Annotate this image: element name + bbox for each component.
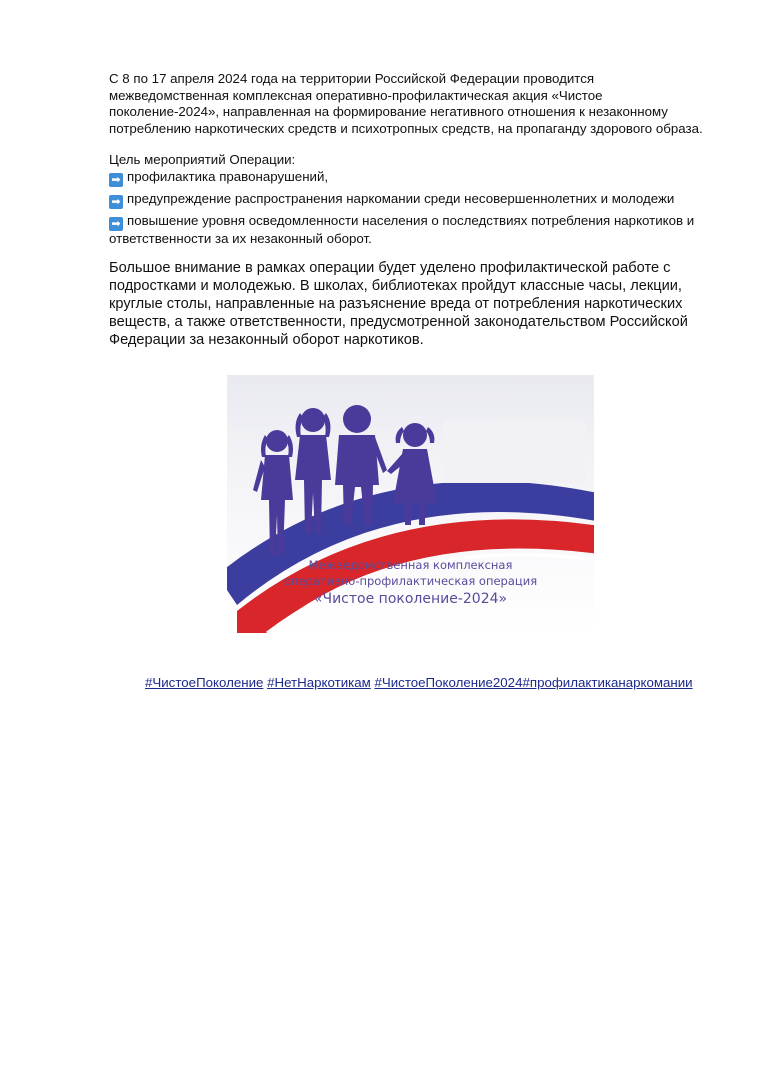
- hashtags: [145, 675, 705, 691]
- goal-item: [109, 191, 709, 209]
- hashtag-link[interactable]: #профилактиканаркомании: [522, 675, 693, 690]
- goals-title: Цель мероприятий Операции:: [109, 152, 296, 167]
- intro-paragraph: С 8 по 17 апреля 2024 года на территории Российской Федерации проводится межведомственная комплексная оперативно-профилактическая акция «Чистое поколение-2024», направленная на формирование негативного отношения к незаконному потреблению наркотических средств и психотропных средств, на пропаганду здорового образа.: [109, 71, 703, 136]
- poster-caption-line1: Межведомственная комплексная: [308, 558, 513, 572]
- goal-text: повышение уровня осведомленности населения о последствиях потребления наркотиков и ответственности за их незаконный оборот.: [109, 213, 695, 246]
- hashtag-link[interactable]: #НетНаркотикам: [267, 675, 371, 690]
- hashtag-link[interactable]: #ЧистоеПоколение2024: [374, 675, 523, 690]
- goal-item: [109, 213, 709, 248]
- campaign-poster-image: [227, 375, 594, 633]
- right-arrow-icon: ➡: [109, 195, 123, 209]
- right-arrow-icon: ➡: [109, 173, 123, 187]
- hashtag-link[interactable]: #ЧистоеПоколение: [145, 675, 264, 690]
- main-paragraph: Большое внимание в рамках операции будет уделено профилактической работе с подростками и молодежью. В школах, библиотеках пройдут классные часы, лекции, круглые столы, направленные на разъяснение вреда от потребления наркотических веществ, а также ответственности, предусмотренной законодательством Российской Федерации за незаконный оборот наркотиков.: [109, 260, 688, 348]
- poster-blank-area: [443, 421, 586, 483]
- goal-text: предупреждение распространения наркомании среди несовершеннолетних и молодежи: [127, 191, 675, 206]
- goals-list: [109, 169, 709, 252]
- right-arrow-icon: ➡: [109, 217, 123, 231]
- goal-text: профилактика правонарушений,: [127, 169, 329, 184]
- poster-caption-line3: «Чистое поколение-2024»: [313, 591, 508, 607]
- poster-caption-line2: оперативно-профилактическая операция: [283, 574, 538, 588]
- goal-item: [109, 169, 709, 187]
